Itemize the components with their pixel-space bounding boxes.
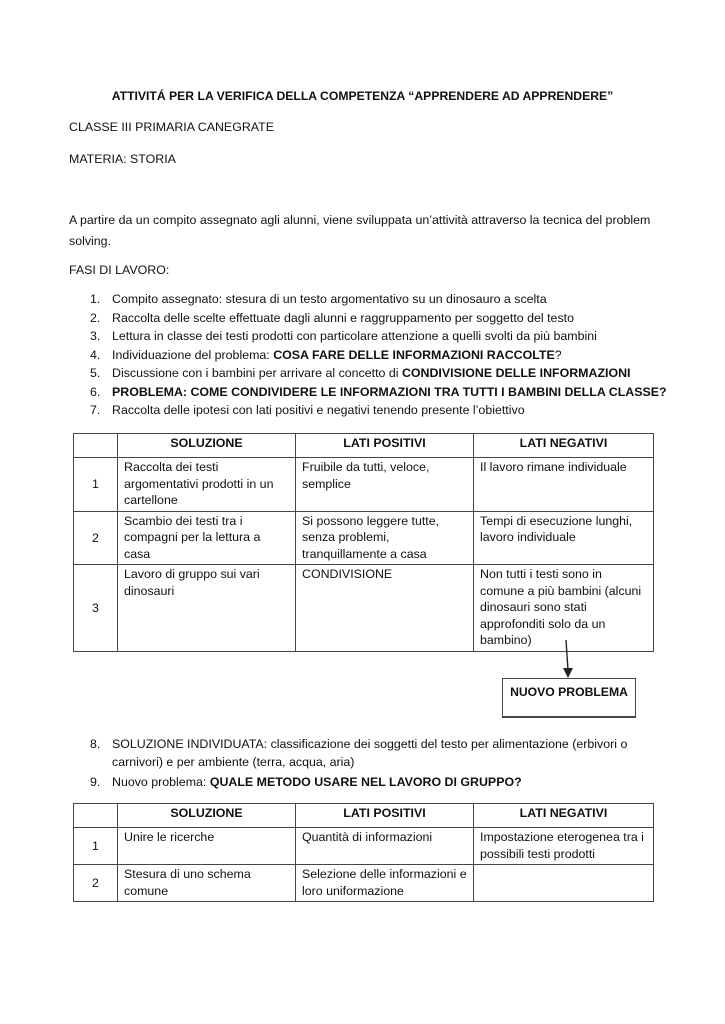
table-header: [74, 804, 118, 828]
table-row: 2 Scambio dei testi tra i compagni per la lettura a casa Si possono leggere tutte, senza problemi, tranquillamente a casa Tempi di esecuzione lunghi, lavoro individuale: [74, 511, 654, 565]
table-header: SOLUZIONE: [118, 434, 296, 458]
table-header: LATI NEGATIVI: [474, 804, 654, 828]
table-header: [74, 434, 118, 458]
list-item: 1. Compito assegnato: stesura di un testo argomentativo su un dinosauro a scelta: [90, 292, 547, 306]
nuovo-problema-box: NUOVO PROBLEMA: [502, 678, 636, 718]
list-item: 7. Raccolta delle ipotesi con lati positivi e negativi tenendo presente l’obiettivo: [90, 403, 525, 417]
class-line: CLASSE III PRIMARIA CANEGRATE: [69, 120, 274, 134]
table-row: 3 Lavoro di gruppo sui vari dinosauri CONDIVISIONE Non tutti i testi sono in comune a più bambini (alcuni dinosauri sono stati approfonditi solo da un bambino): [74, 565, 654, 652]
solutions-table-2: [73, 803, 654, 902]
list-item: 4. Individuazione del problema: COSA FARE DELLE INFORMAZIONI RACCOLTE?: [90, 347, 562, 362]
intro-paragraph: A partire da un compito assegnato agli alunni, viene sviluppata un’attività attraverso la tecnica del problem solving.: [69, 213, 651, 248]
table-row: 1 Raccolta dei testi argomentativi prodotti in un cartellone Fruibile da tutti, veloce, semplice Il lavoro rimane individuale: [74, 458, 654, 512]
table-header: LATI POSITIVI: [296, 434, 474, 458]
steps-list: [69, 291, 669, 421]
list-item: 2. Raccolta delle scelte effettuate dagli alunni e raggruppamento per soggetto del testo: [90, 310, 574, 325]
table-header: SOLUZIONE: [118, 804, 296, 828]
table-header: LATI POSITIVI: [296, 804, 474, 828]
list-item: 8. SOLUZIONE INDIVIDUATA: classificazione dei soggetti del testo per alimentazione (erbivori o carnivori) e per ambiente (terra, acqua, aria): [90, 737, 628, 769]
subject-line: MATERIA: STORIA: [69, 152, 176, 166]
list-item: 9. Nuovo problema: QUALE METODO USARE NEL LAVORO DI GRUPPO?: [90, 775, 522, 789]
table-row: 2 Stesura di uno schema comune Selezione delle informazioni e loro uniformazione: [74, 865, 654, 902]
list-item: 6. PROBLEMA: COME CONDIVIDERE LE INFORMAZIONI TRA TUTTI I BAMBINI DELLA CLASSE?: [90, 384, 667, 399]
table-row: 1 Unire le ricerche Quantità di informazioni Impostazione eterogenea tra i possibili testi prodotti: [74, 828, 654, 865]
arrow-down-icon: [560, 640, 576, 680]
list-item: 3. Lettura in classe dei testi prodotti con particolare attenzione a quelli svolti da più bambini: [90, 329, 597, 343]
table-header: LATI NEGATIVI: [474, 434, 654, 458]
list-item: 5. Discussione con i bambini per arrivare al concetto di CONDIVISIONE DELLE INFORMAZIONI: [90, 366, 631, 380]
solutions-table-1: [73, 433, 654, 652]
steps-list-2: [69, 735, 669, 793]
document-title: ATTIVITÁ PER LA VERIFICA DELLA COMPETENZA “APPRENDERE AD APPRENDERE”: [111, 89, 614, 103]
fasi-label: FASI DI LAVORO:: [69, 263, 170, 277]
